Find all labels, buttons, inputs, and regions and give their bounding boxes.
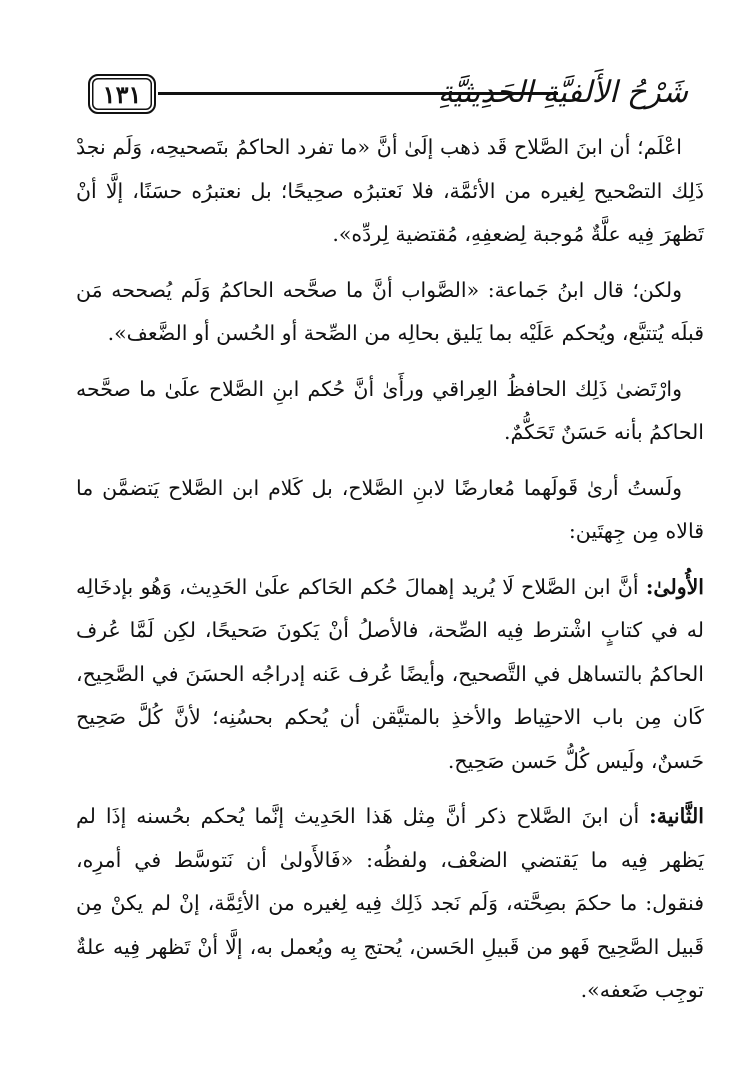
paragraph-text: أنَّ ابن الصَّلاح لَا يُريد إهمالَ حُكم الحَاكم علَىٰ الحَدِيث، وَهُو بإدخَالِه له في كتابٍ اشْترط فِيه الصِّحة، فالأصلُ أنْ يَكونَ صَحيحًا، لكِن لَمَّا عُرف الحاكمُ بالتساهل في التَّصحيح، وأيضًا عُرف عَنه إدراجُه الحسَنَ في الصَّحِيح، كَان مِن باب الاحتِياط والأخذِ بالمتيَّقن أن يُحكم بحسُنِه؛ لأنَّ كُلَّ صَحِيح حَسنٌ، ولَيس كُلُّ حَسن صَحِيح. bbox=[76, 574, 704, 773]
page-header bbox=[88, 70, 688, 116]
paragraph-text: أن ابنَ الصَّلاح ذكر أنَّ مِثل هَذا الحَدِيث إنَّما يُحكم بحُسنه إذَا لم يَظهر فِيه ما يَقتضي الضعْف، ولفظُه: «فَالأَولىٰ أن نَتوسَّط في أمرِه، فنقول: ما حكمَ بصِحَّته، وَلَم نَجد ذَلِك فِيه لِغيره من الأئِمَّة، إنْ لم يكنْ مِن قَبيل الصَّحِيح فَهو من قَبيلِ الحَسن، يُحتج بِه ويُعمل به، إلَّا أنْ تَظهر فِيه علةٌ توجِب ضَعفه». bbox=[76, 804, 704, 1002]
paragraph bbox=[76, 795, 704, 1013]
paragraph bbox=[76, 467, 704, 554]
paragraph bbox=[76, 269, 704, 356]
paragraph bbox=[76, 368, 704, 455]
paragraph-text: اعْلَم؛ أن ابنَ الصَّلاح قَد ذهب إلَىٰ أنَّ «ما تفرد الحاكمُ بتَصحيحِه، وَلَم نجدْ ذَلِك التصْحيح لِغيره من الأئمَّة، فلا نَعتبرُه صحِيحًا؛ بل نعتبرُه حسَنًا، إلَّا أنْ تَظهرَ فِيه علَّةٌ مُوجبة لِضعفِهِ، مُقتضية لِردِّه». bbox=[76, 135, 704, 246]
page-number: ١٣١ bbox=[102, 79, 142, 109]
paragraph-lead: الثَّانية: bbox=[649, 804, 704, 828]
paragraph bbox=[76, 126, 704, 257]
paragraph-text: ولكن؛ قال ابنُ جَماعة: «الصَّواب أنَّ ما صحَّحه الحاكمُ وَلَم يُصححه مَن قبلَه يُتتبَّع، ويُحكم عَلَيْه بما يَليق بحالِه من الصِّحة أو الحُسن أو الضَّعف». bbox=[76, 277, 704, 345]
book-title: شَرْحُ الأَلفيَّةِ الحَدِيثيَّةِ bbox=[437, 75, 688, 110]
paragraph-text: وارْتَضىٰ ذَلِك الحافظُ العِراقي ورأَىٰ أنَّ حُكم ابنِ الصَّلاح علَىٰ ما صحَّحه الحاكمُ بأنه حَسَنٌ تَحَكُّمٌ. bbox=[76, 376, 704, 444]
paragraph bbox=[76, 566, 704, 784]
page-body bbox=[76, 126, 704, 1025]
paragraph-lead: الأُولىٰ: bbox=[645, 574, 704, 599]
page-number-frame bbox=[88, 74, 156, 114]
paragraph-text: ولَستُ أرىٰ قَولَهما مُعارضًا لابنِ الصَّلاح، بل كَلام ابن الصَّلاح يَتضمَّن ما قالاه مِن جِهتَين: bbox=[76, 475, 704, 543]
